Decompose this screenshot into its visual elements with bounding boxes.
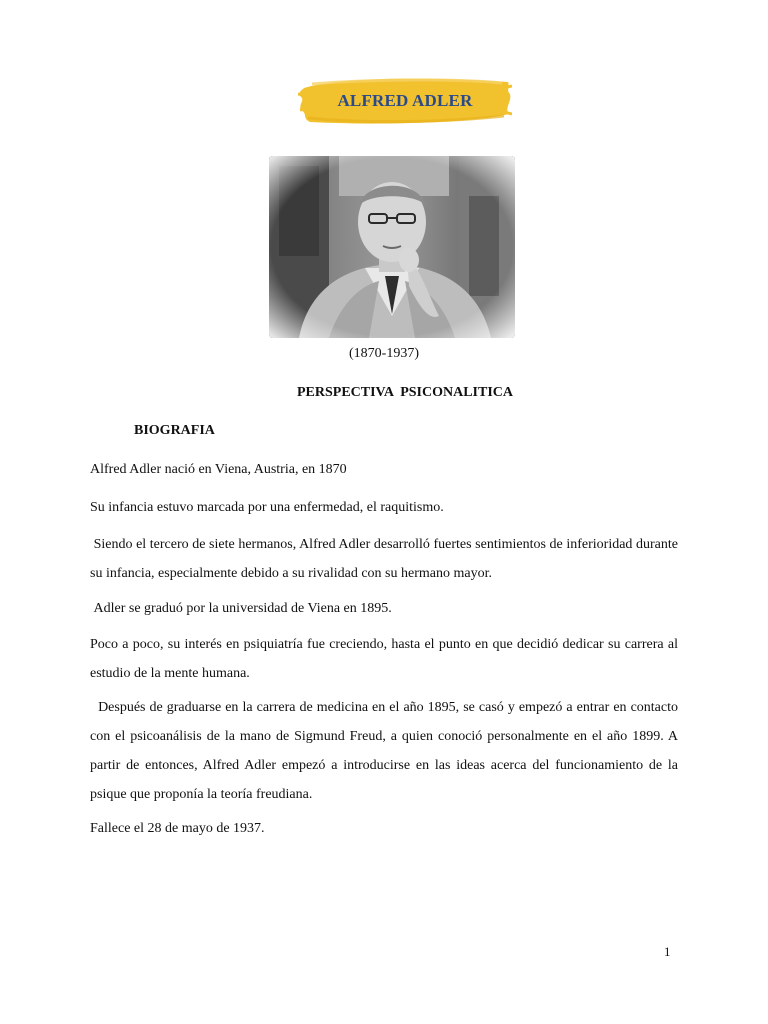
perspective-heading: PERSPECTIVA PSICONALITICA	[296, 385, 513, 400]
section-heading: BIOGRAFIA	[134, 423, 215, 438]
document-title: ALFRED ADLER	[337, 91, 473, 110]
paragraph: Su infancia estuvo marcada por una enfermedad, el raquitismo.	[90, 500, 444, 515]
paragraph: Adler se graduó por la universidad de Viena en 1895.	[90, 601, 392, 616]
paragraph: Alfred Adler nació en Viena, Austria, en 1870	[90, 462, 347, 477]
life-dates: (1870-1937)	[349, 346, 419, 361]
portrait-photo	[269, 156, 515, 338]
page-number: 1	[664, 944, 671, 959]
paragraph: Poco a poco, su interés en psiquiatría fue creciendo, hasta el punto en que decidió dedicar su carrera al estudio de la mente humana.	[90, 637, 682, 681]
title-banner	[298, 74, 512, 128]
paragraph: Después de graduarse en la carrera de medicina en el año 1895, se casó y empezó a entrar en contacto con el psicoanálisis de la mano de Sigmund Freud, a quien conoció personalmente en el año 1899. A partir de entonces, Alfred Adler empezó a introducirse en las ideas acerca del funcionamiento de la psique que proponía la teoría freudiana.	[90, 700, 682, 802]
paragraph: Siendo el tercero de siete hermanos, Alfred Adler desarrolló fuertes sentimientos de inferioridad durante su infancia, especialmente debido a su rivalidad con su hermano mayor.	[90, 537, 682, 581]
paragraph: Fallece el 28 de mayo de 1937.	[90, 821, 265, 836]
